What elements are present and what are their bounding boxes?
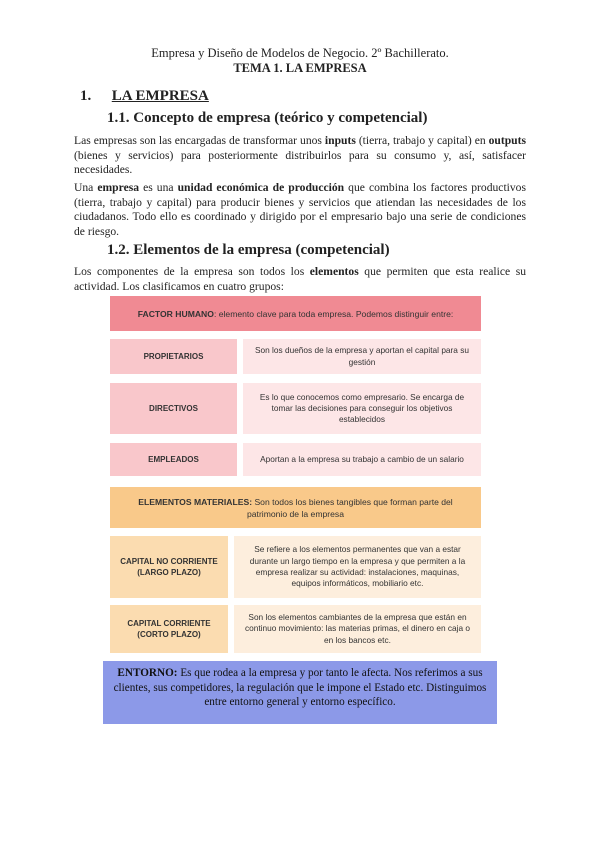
factor-humano-title-rest: : elemento clave para toda empresa. Podemos distinguir entre: [213, 308, 454, 319]
propietarios-desc: Son los dueños de la empresa y aportan el capital para su gestión [254, 345, 469, 367]
directivos-desc-box [243, 383, 481, 434]
propietarios-desc-box [243, 339, 481, 374]
text-run: que permiten que esta realice su actividad. Los clasificamos en cuatro grupos: [74, 265, 527, 293]
capital-corriente-label: CAPITAL CORRIENTE (CORTO PLAZO) [127, 619, 211, 639]
directivos-desc: Es lo que conocemos como empresario. Se encarga de tomar las decisiones para conseguir los objetivos establecidos [259, 391, 465, 425]
factor-humano-title-box [110, 296, 481, 331]
subsection-heading-1-2: 1.2. Elementos de la empresa (competencial) [107, 242, 390, 258]
capital-corriente-desc: Son los elementos cambiantes de la empresa que están en continuo movimiento: las materias primas, el dinero en caja o en los bancos etc. [244, 612, 471, 645]
propietarios-label-box [110, 339, 237, 374]
capital-corriente-label-box [110, 605, 228, 653]
capital-corriente-desc-box [234, 605, 481, 653]
header-topic-line: TEMA 1. LA EMPRESA [233, 61, 367, 75]
text-run: (bienes y servicios) para posteriormente distribuirlos para su consumo y, así, satisfacer necesidades. [74, 148, 526, 177]
bold-term-inputs: inputs [324, 134, 356, 147]
section-title: LA EMPRESA [111, 88, 209, 104]
text-run: Una [74, 181, 98, 194]
text-run: Las empresas son las encargadas de transformar unos [74, 134, 325, 147]
document-header [0, 46, 600, 76]
entorno-box [103, 661, 497, 724]
elementos-materiales-title-rest: Son todos los bienes tangibles que forman parte del patrimonio de la empresa [247, 496, 453, 519]
entorno-title-bold: ENTORNO: [117, 667, 178, 679]
directivos-label-box [110, 383, 237, 434]
empleados-label-box [110, 443, 237, 476]
paragraph-inputs-outputs [74, 134, 526, 178]
factor-humano-title [138, 308, 454, 320]
text-run: Los componentes de la empresa son todos los [74, 265, 310, 278]
capital-no-corriente-label-box [110, 536, 228, 598]
text-run: es una [139, 181, 178, 194]
factor-humano-title-bold: FACTOR HUMANO [137, 308, 214, 319]
section-number: 1. [80, 88, 92, 104]
header-course-line: Empresa y Diseño de Modelos de Negocio. 2º Bachillerato. [151, 46, 449, 60]
empleados-desc-box [243, 443, 481, 476]
directivos-label: DIRECTIVOS [149, 404, 198, 413]
capital-no-corriente-desc: Se refiere a los elementos permanentes que van a estar durante un largo tiempo en la empresa y que permiten a la empresa realizar su actividad: instalaciones, maquinas, equipos informáticos, mobiliario etc. [249, 544, 466, 589]
entorno-text: Es que rodea a la empresa y por tanto le afecta. Nos referimos a sus clientes, sus competidores, la regulación que le impone el Estado etc. Distinguimos entre entorno general y entorno específico. [113, 667, 487, 709]
subsection-heading-1-1: 1.1. Concepto de empresa (teórico y competencial) [107, 110, 428, 126]
paragraph-empresa-definition [74, 181, 526, 239]
capital-no-corriente-label: CAPITAL NO CORRIENTE (LARGO PLAZO) [120, 557, 218, 577]
section-heading [80, 88, 209, 105]
bold-term-unidad: unidad económica de producción [177, 181, 345, 194]
empleados-label: EMPLEADOS [148, 455, 199, 464]
bold-term-empresa: empresa [97, 181, 140, 194]
empleados-desc: Aportan a la empresa su trabajo a cambio de un salario [260, 453, 464, 464]
elementos-materiales-title-bold: ELEMENTOS MATERIALES: [138, 496, 253, 507]
text-run: (tierra, trabajo y capital) en [355, 134, 489, 147]
elementos-materiales-title-box [110, 487, 481, 528]
bold-term-elementos: elementos [309, 265, 359, 278]
propietarios-label: PROPIETARIOS [143, 352, 204, 361]
text-run: que combina los factores productivos (tierra, trabajo y capital) para producir bienes y servicios que atiendan las necesidades de los ciudadanos. Todo ello es coordinado y dirigido por el empresario bajo una serie de condiciones de riesgo. [74, 181, 526, 238]
elementos-materiales-title [124, 496, 467, 520]
bold-term-outputs: outputs [488, 134, 526, 147]
capital-no-corriente-desc-box [234, 536, 481, 598]
paragraph-elementos [74, 265, 526, 294]
